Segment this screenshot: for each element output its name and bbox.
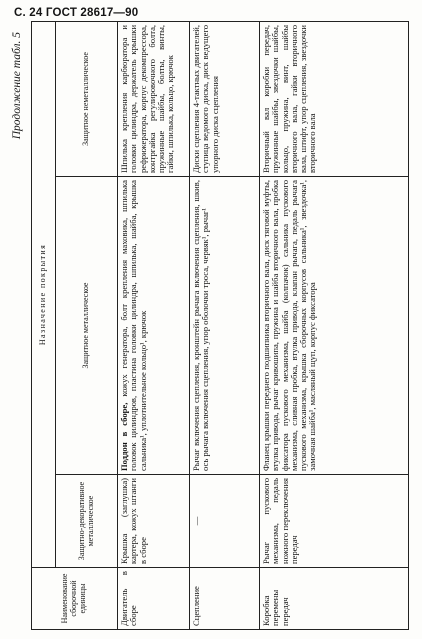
table-row — [260, 21, 409, 629]
cell-prot-metal-emphasis: Поддон в сборе, — [119, 402, 129, 471]
header-protective-decorative: Защитно-декоративное металлическое — [56, 475, 118, 568]
table-continuation-caption: Продолжение табл. 5 — [11, 32, 23, 140]
table-row — [118, 21, 190, 629]
rotated-table-area — [11, 22, 415, 630]
cell-unit: Сцепление — [190, 568, 260, 630]
cell-prot-metal-text: кожух генератора, болт крепления маховика, шпилька головок цилиндров, пластина головки цилиндра, шпилька, шайба, крышка сальника¹, уплотнительное кольцо¹, крючок — [119, 180, 148, 471]
cell-prot-metal: Фланец крышки переднего подшипника вторичного вала, диск тяговой муфты, втулка привода, рычаг кривошипа, пружина и шайба вторичного вала, пробка фиксатора пускового механизма, шайба (колпачок) сальника пускового механизма, сливная пробка, втулка привода, клапан рычага, педаль рычага пускового механизма, крышка сборочных корпусов сальника¹, звездочка¹, замочная шайба¹, масляный щуп, корпус фиксатора — [260, 177, 409, 475]
cell-prot-nonmetal: Вторичный вал коробки передач, пружинные шайбы, звездочки шайбы, кольцо, пружина, винт, шайбы вторичного вала, гайки вторичного вала, штифт, упор сцепления, звездочки вторичного вала — [260, 21, 409, 176]
coatings-table — [31, 21, 409, 630]
cell-prot-metal: Рычаг включения сцепления, кронштейн рычага включения сцепления, шкив, ось рычага включения сцепления, упор оболочки троса, червяк¹, рычаг¹ — [190, 177, 260, 475]
header-protective-nonmetal: Защитное неметаллическое — [56, 21, 118, 176]
cell-unit: Коробка перемены передач — [260, 568, 409, 630]
table-row — [190, 21, 260, 629]
cell-prot-nonmetal: Шпилька крепления карбюратора и головки цилиндра, держатель крышки рефрижератора, корпус декомпрессора, контргайка регулировочного болта, пружинные шайбы, болты, винты, гайки, шпилька, кольцо, крючок — [118, 21, 190, 176]
cell-prot-dec: — — [190, 475, 260, 568]
header-coating-purpose: Назначение покрытия — [32, 21, 56, 567]
header-assembly-unit: Наименование сборочной единицы — [32, 568, 118, 630]
cell-prot-dec: Крышка (заглушка) картера, кожух штанги в сборе — [118, 475, 190, 568]
cell-prot-dec: Рычаг пускового механизма, педаль ножного переключения передач — [260, 475, 409, 568]
page-header: С. 24 ГОСТ 28617—90 — [14, 7, 139, 19]
cell-prot-metal — [118, 177, 190, 475]
header-protective-metal: Защитное металлическое — [56, 177, 118, 475]
cell-prot-nonmetal: Диски сцепления 4-тактных двигателей, ступица ведомого диска, диск ведущего упорного диска сцепления — [190, 21, 260, 176]
cell-unit: Двигатель в сборе — [118, 568, 190, 630]
